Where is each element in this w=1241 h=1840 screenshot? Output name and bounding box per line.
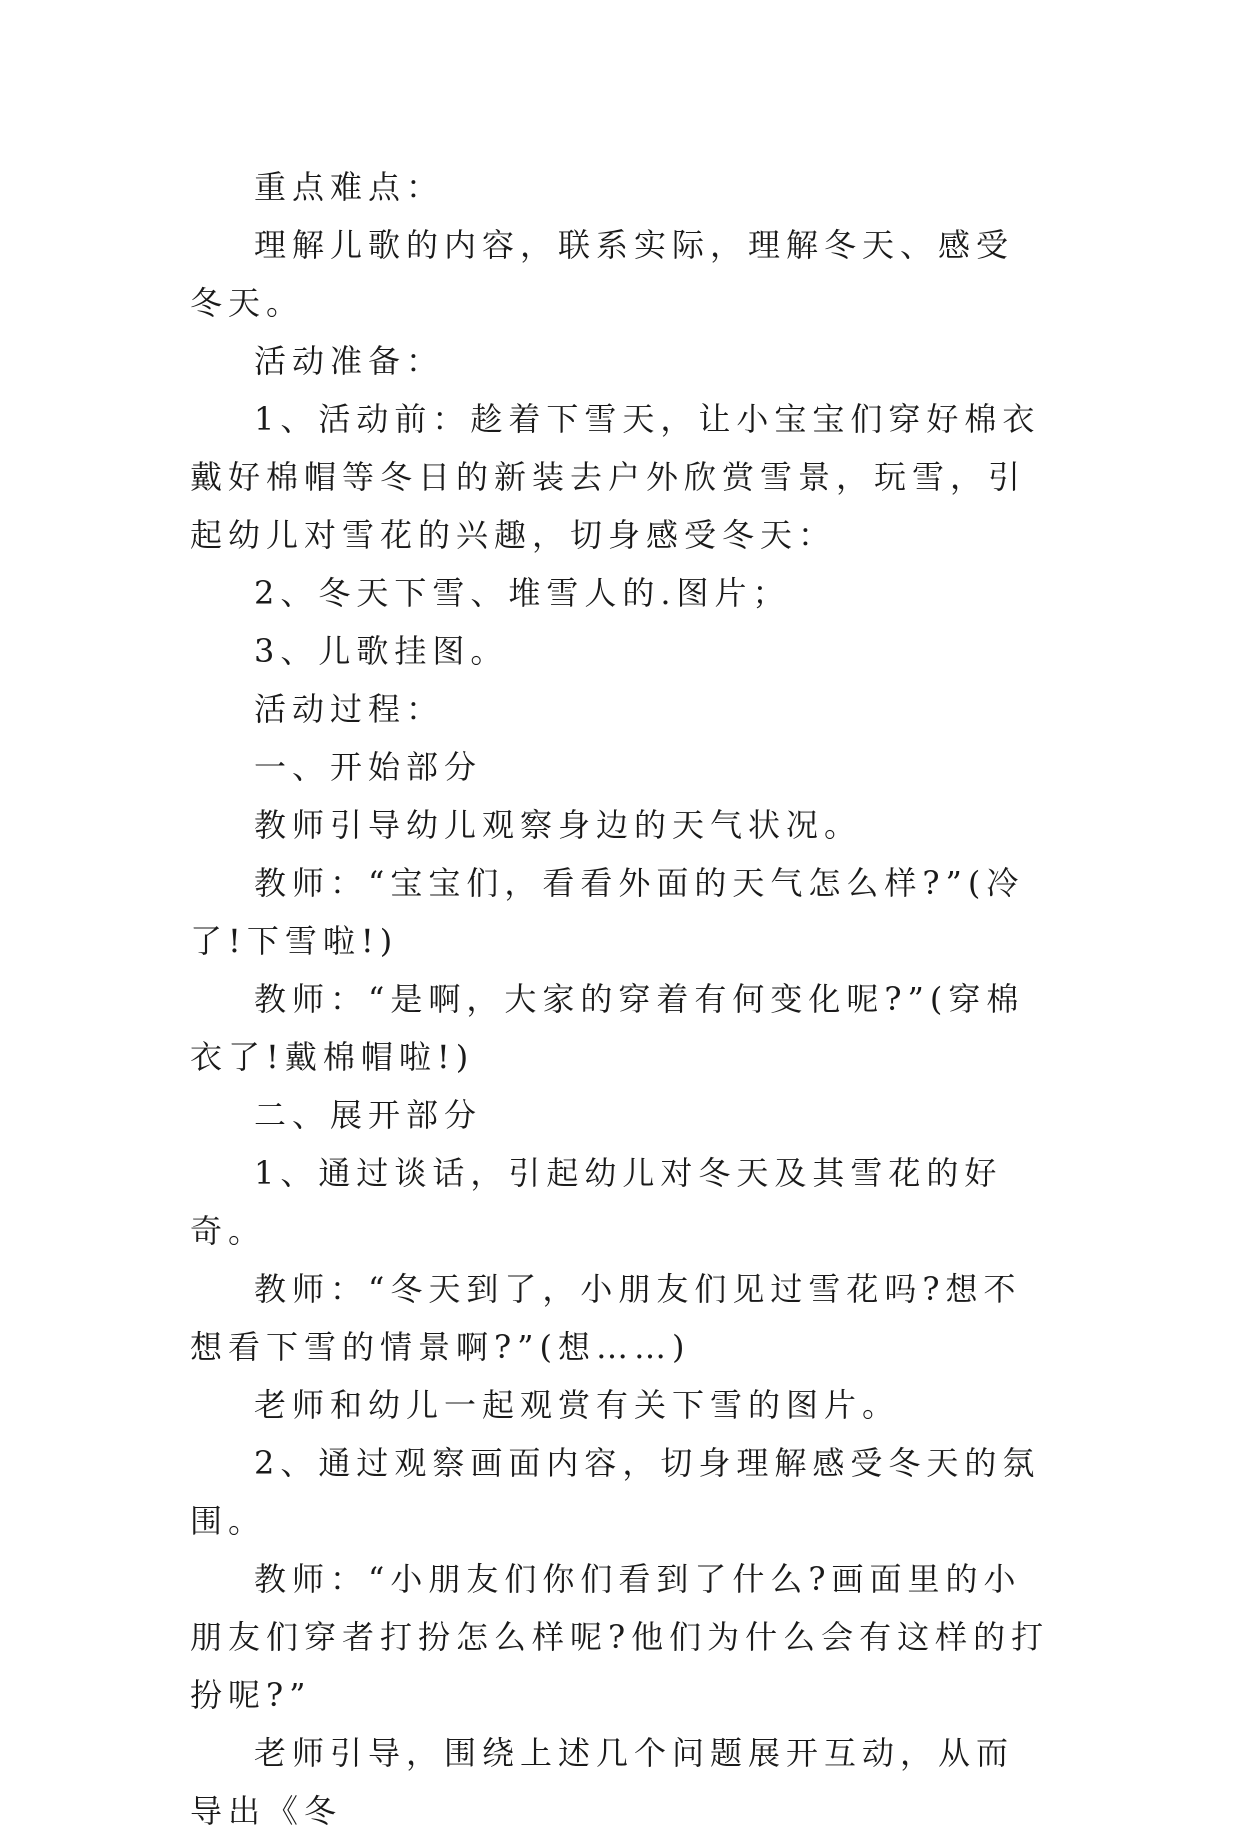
list-item: 2、通过观察画面内容，切身理解感受冬天的氛围。 [190,1444,1041,1540]
paragraph-text: 教师引导幼儿观察身边的天气状况。 [254,806,863,844]
section-heading: 二、展开部分 [254,1096,483,1134]
heading-activity-preparation: 活动准备： [254,342,445,380]
document-body [190,158,1050,1840]
section-heading: 一、开始部分 [254,748,483,786]
paragraph-text: 理解儿歌的内容，联系实际，理解冬天、感受冬天。 [190,226,1015,322]
paragraph-text: 老师引导，围绕上述几个问题展开互动，从而导出《冬 [190,1734,1015,1830]
dialogue-paragraph: 教师：“是啊，大家的穿着有何变化呢?”(穿棉衣了!戴棉帽啦!) [190,980,1025,1076]
heading-activity-process: 活动过程： [254,690,445,728]
dialogue-paragraph: 教师：“冬天到了，小朋友们见过雪花吗?想不想看下雪的情景啊?”(想……) [190,1270,1022,1366]
list-item: 3、儿歌挂图。 [254,632,509,670]
dialogue-paragraph: 教师：“宝宝们，看看外面的天气怎么样?”(冷了!下雪啦!) [190,864,1025,960]
paragraph-text: 老师和幼儿一起观赏有关下雪的图片。 [254,1386,901,1424]
list-item: 2、冬天下雪、堆雪人的.图片； [254,574,791,612]
heading-key-difficulties: 重点难点： [254,168,445,206]
list-item: 1、通过谈话，引起幼儿对冬天及其雪花的好奇。 [190,1154,1003,1250]
dialogue-paragraph: 教师：“小朋友们你们看到了什么?画面里的小朋友们穿者打扮怎么样呢?他们为什么会有这样的打扮呢?” [190,1560,1050,1714]
list-item: 1、活动前：趁着下雪天，让小宝宝们穿好棉衣戴好棉帽等冬日的新装去户外欣赏雪景，玩雪，引起幼儿对雪花的兴趣，切身感受冬天： [190,400,1041,554]
